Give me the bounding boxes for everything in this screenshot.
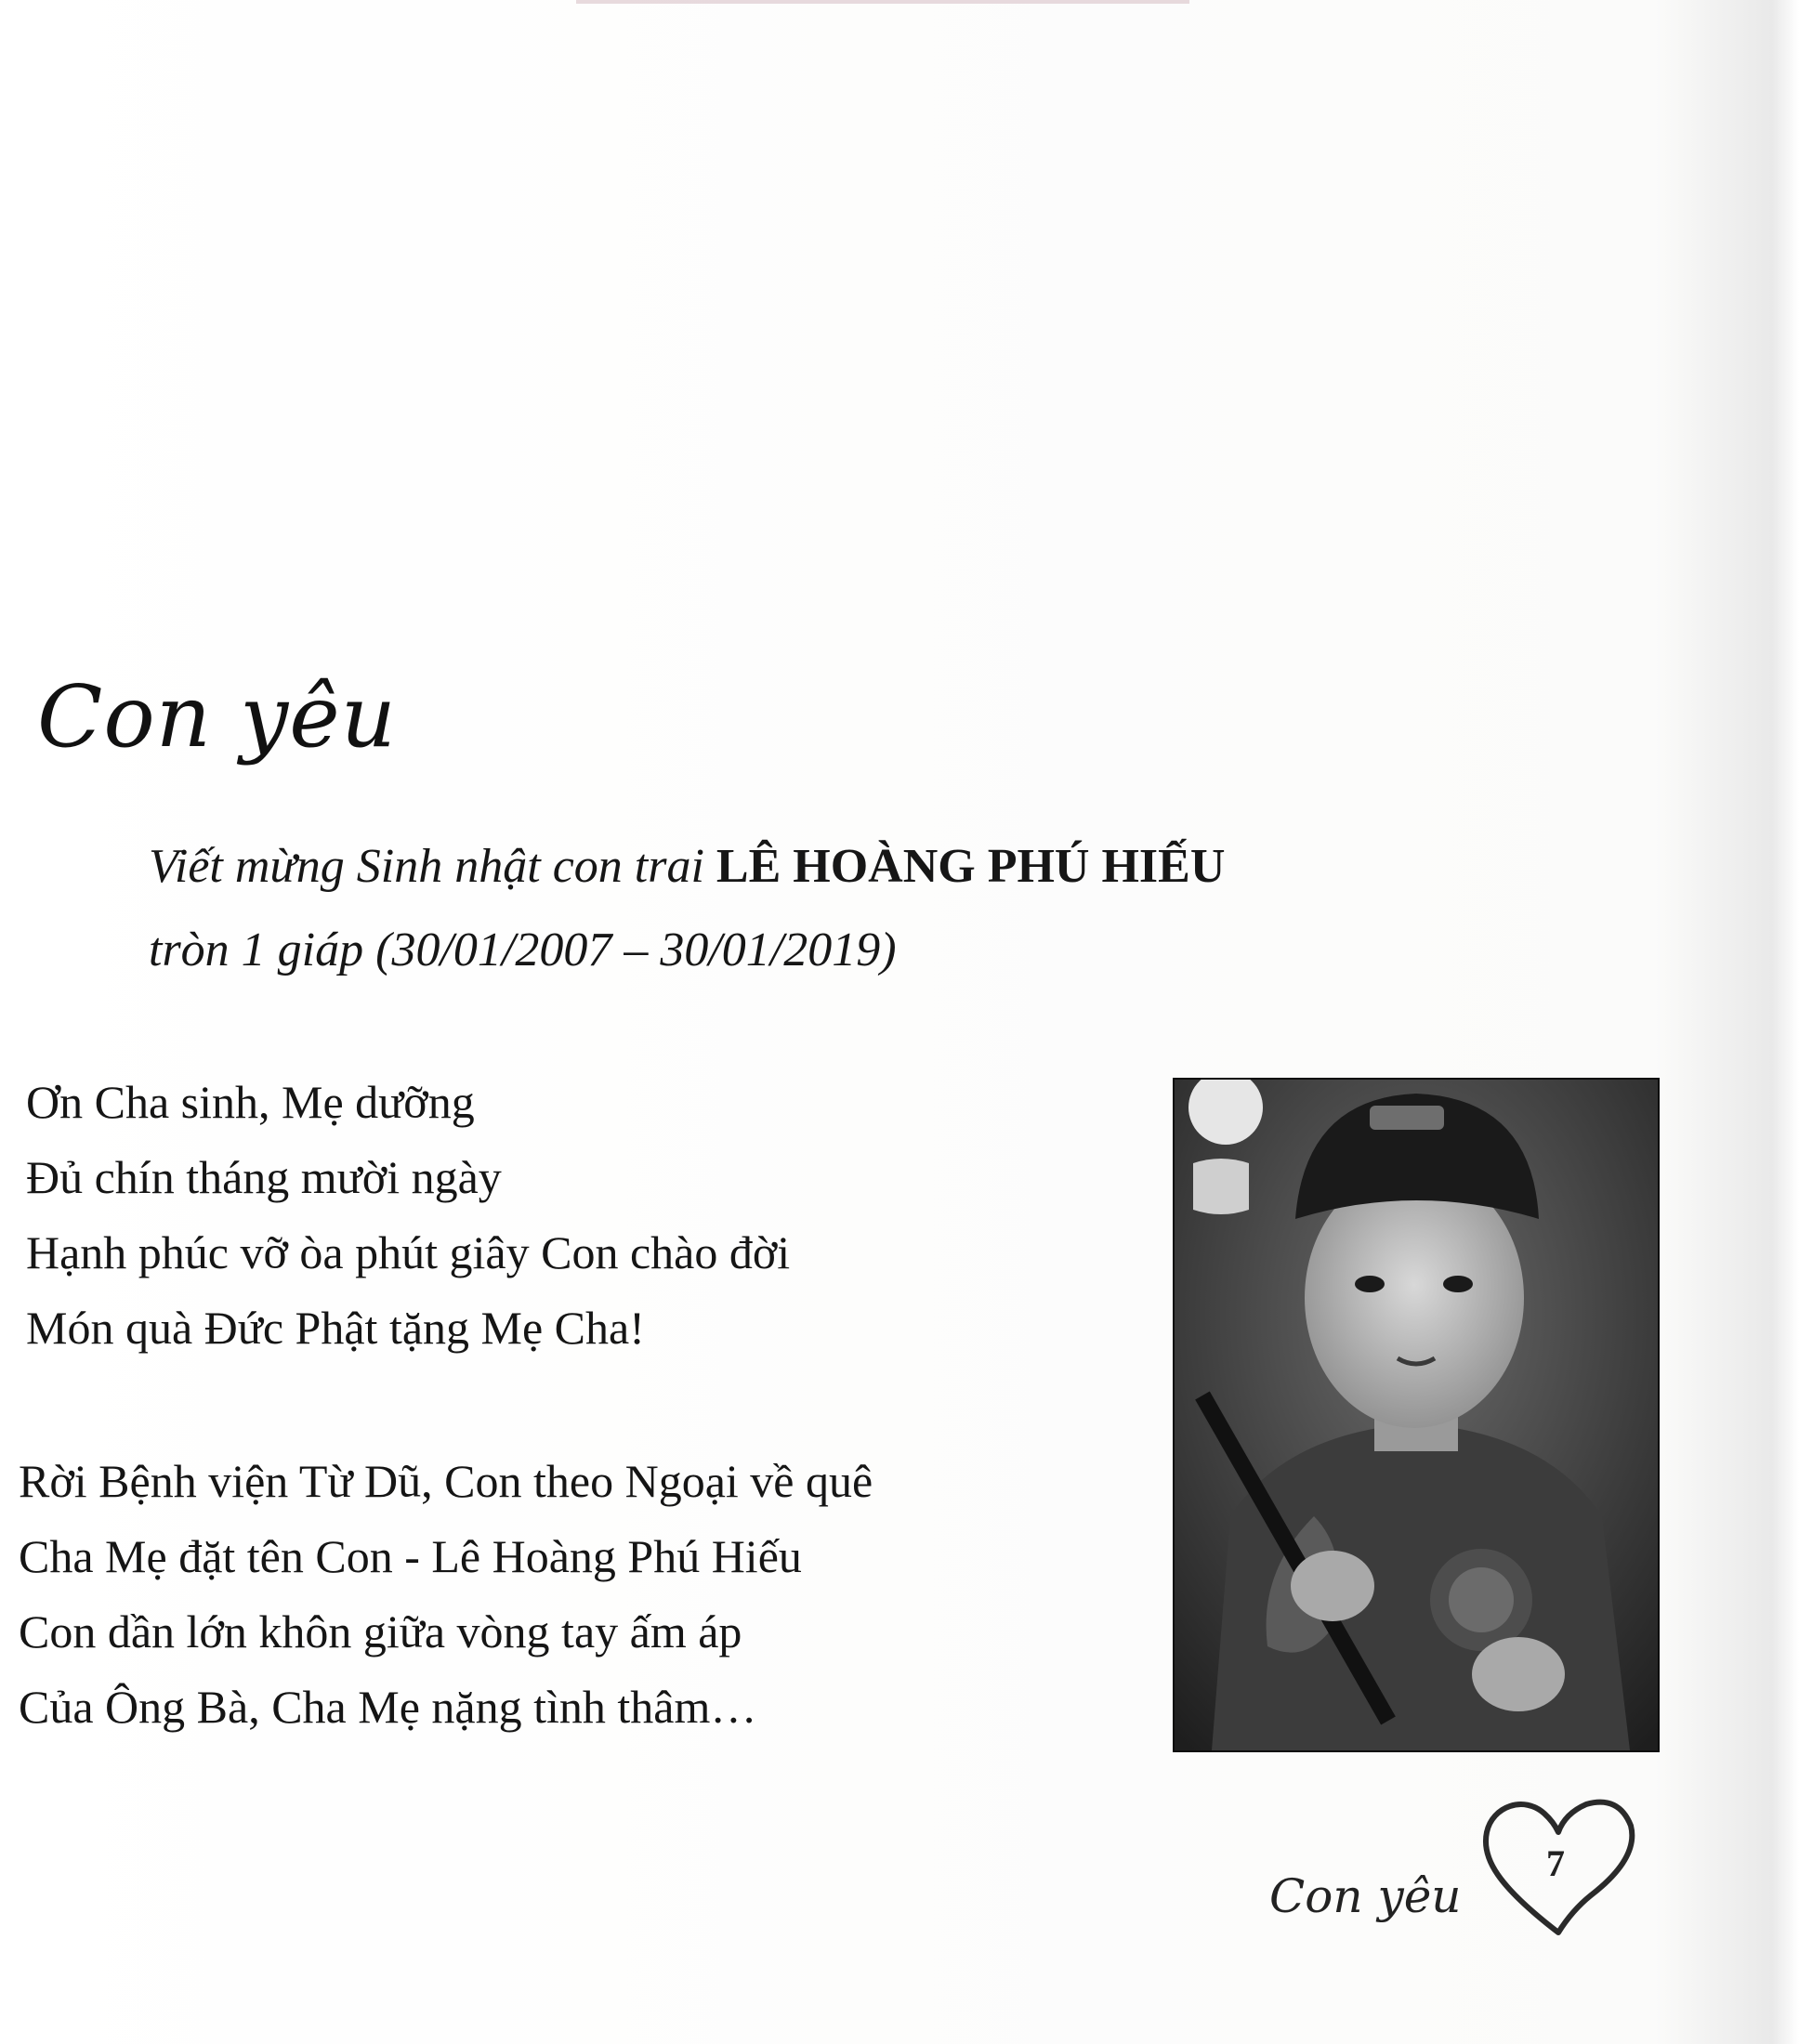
poem-line: Con dần lớn khôn giữa vòng tay ấm áp (19, 1605, 742, 1657)
poem-line: Món quà Đức Phật tặng Mẹ Cha! (26, 1302, 645, 1354)
poem-line: Đủ chín tháng mười ngày (26, 1151, 502, 1203)
page-edge-mark (576, 0, 1189, 4)
running-footer-title: Con yêu (1269, 1869, 1462, 1923)
dedication-prefix: Viết mừng Sinh nhật con trai (149, 840, 716, 893)
dedication (149, 825, 1264, 992)
poem-stanza-1 (26, 1065, 1141, 1366)
page-number: 7 (1546, 1842, 1565, 1884)
poem-line: Rời Bệnh viện Từ Dũ, Con theo Ngoại về quê (19, 1455, 873, 1507)
poem-line: Của Ông Bà, Cha Mẹ nặng tình thâm… (19, 1681, 757, 1733)
poem-title: Con yêu (37, 667, 397, 766)
poem-stanza-2 (19, 1444, 1134, 1745)
dedication-line-1 (149, 825, 1264, 909)
child-portrait-photo (1173, 1078, 1660, 1752)
poem-line: Hạnh phúc vỡ òa phút giây Con chào đời (26, 1226, 791, 1278)
dedication-line-2: tròn 1 giáp (30/01/2007 – 30/01/2019) (149, 924, 897, 976)
poem-line: Ơn Cha sinh, Mẹ dưỡng (26, 1076, 475, 1128)
portrait-illustration (1175, 1080, 1658, 1750)
dedication-name: LÊ HOÀNG PHÚ HIẾU (716, 840, 1226, 893)
poem-line: Cha Mẹ đặt tên Con - Lê Hoàng Phú Hiếu (19, 1530, 802, 1582)
